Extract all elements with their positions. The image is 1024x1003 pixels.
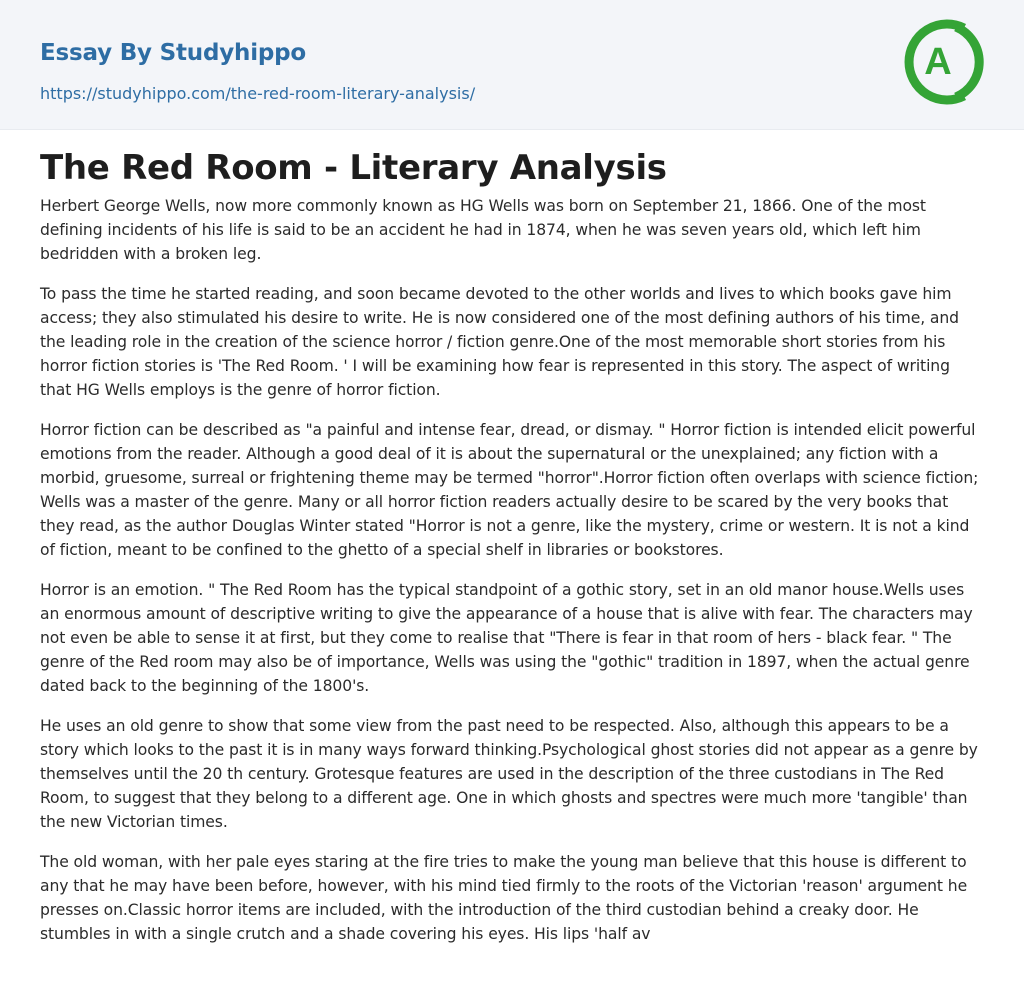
essay-paragraph: He uses an old genre to show that some view from the past need to be respected. Also, although this appears to be a story which looks to the past it is in many ways forward thinking.Psychological ghost stories did not appear as a genre by themselves until the 20 th century. Grotesque features are used in the description of the three custodians in The Red Room, to suggest that they belong to a different age. One in which ghosts and spectres were much more 'tangible' than the new Victorian times. <box>40 717 978 831</box>
essay-paragraph: To pass the time he started reading, and soon became devoted to the other worlds and lives to which books gave him access; they also stimulated his desire to write. He is now considered one of the most defining authors of his time, and the leading role in the creation of the science horror / fiction genre.One of the most memorable short stories from his horror fiction stories is 'The Red Room. ' I will be examining how fear is represented in this story. The aspect of writing that HG Wells employs is the genre of horror fiction. <box>40 285 959 399</box>
logo-letter: A <box>924 41 952 83</box>
studyhippo-logo-icon[interactable] <box>904 18 988 106</box>
brand-title[interactable]: Essay By Studyhippo <box>40 40 307 66</box>
essay-body <box>40 194 984 962</box>
essay-paragraph: The old woman, with her pale eyes staring at the fire tries to make the young man believe that this house is different to any that he may have been before, however, with his mind tied firmly to the roots of the Victorian 'reason' argument he presses on.Classic horror items are included, with the introduction of the third custodian behind a creaky door. He stumbles in with a single crutch and a shade covering his eyes. His lips 'half av <box>40 853 968 943</box>
source-url-link[interactable]: https://studyhippo.com/the-red-room-literary-analysis/ <box>40 84 476 103</box>
page-title: The Red Room - Literary Analysis <box>40 148 667 188</box>
essay-paragraph: Horror fiction can be described as "a painful and intense fear, dread, or dismay. " Horror fiction is intended elicit powerful emotions from the reader. Although a good deal of it is about the supernatural or the unexplained; any fiction with a morbid, gruesome, surreal or frightening theme may be termed "horror".Horror fiction often overlaps with science fiction; Wells was a master of the genre. Many or all horror fiction readers actually desire to be scared by the very books that they read, as the author Douglas Winter stated "Horror is not a genre, like the mystery, crime or western. It is not a kind of fiction, meant to be confined to the ghetto of a special shelf in libraries or bookstores. <box>40 421 979 559</box>
essay-paragraph: Horror is an emotion. " The Red Room has the typical standpoint of a gothic story, set in an old manor house.Wells uses an enormous amount of descriptive writing to give the appearance of a house that is alive with fear. The characters may not even be able to sense it at first, but they come to realise that "There is fear in that room of hers - black fear. " The genre of the Red room may also be of importance, Wells was using the "gothic" tradition in 1897, when the actual genre dated back to the beginning of the 1800's. <box>40 581 973 695</box>
essay-paragraph: Herbert George Wells, now more commonly known as HG Wells was born on September 21, 1866. One of the most defining incidents of his life is said to be an accident he had in 1874, when he was seven years old, which left him bedridden with a broken leg. <box>40 197 926 263</box>
